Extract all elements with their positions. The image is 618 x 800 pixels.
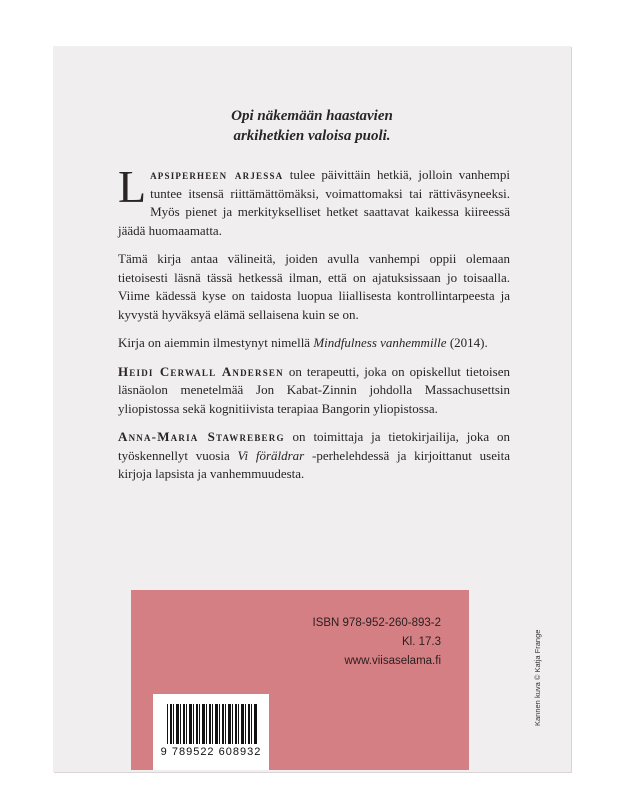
author-bio-2 bbox=[118, 428, 510, 484]
author-2-name: Anna-Maria Stawreberg bbox=[118, 429, 285, 444]
barcode-number: 9 789522 608932 bbox=[160, 746, 262, 758]
cover-photo-credit: Kannen kuva © Katja Frange bbox=[533, 629, 542, 726]
drop-cap: L bbox=[118, 161, 147, 212]
author-2-text-1: on toimittaja ja tietokirjailija, joka on työskennellyt vuosia bbox=[118, 429, 510, 463]
author-1-name: Heidi Cerwall Andersen bbox=[118, 363, 284, 379]
isbn-block bbox=[313, 614, 442, 671]
intro-text: tulee päivittäin hetkiä, jolloin vanhempi tuntee itsensä riittämättömäksi, voimattomaksi tai rättiväsyneeksi. Myös pienet ja merkitykselliset hetket saattavat kaikessa kiireessä jäädä huomaamatta. bbox=[118, 167, 510, 238]
publisher-website: www.viisaselama.fi bbox=[344, 655, 441, 667]
magazine-title: Vi föräldrar bbox=[237, 447, 305, 463]
blurb-text bbox=[118, 161, 510, 494]
barcode-bars bbox=[167, 704, 257, 744]
author-bio-1 bbox=[118, 363, 510, 419]
previous-edition-paragraph bbox=[118, 334, 510, 353]
description-paragraph: Tämä kirja antaa välineitä, joiden avulla vanhempi oppii olemaan tietoisesti läsnä tässä hetkessä ilman, että on ajatuksissaan jo toisaalla. Viime kädessä kyse on taidosta luopua liiallisesta kontrollintarpeesta ja kyvystä hyväksyä elämä sellaisena kuin se on. bbox=[118, 251, 510, 322]
author-2-text-2: -perhelehdessä ja kirjoittanut useita kirjoja lapsista ja vanhemmuudesta. bbox=[118, 447, 510, 481]
book-back-cover bbox=[53, 46, 571, 772]
tagline bbox=[53, 106, 571, 146]
author-1-text: on terapeutti, joka on opiskellut tietoisen läsnäolon menetelmää Jon Kabat-Zinnin johdolla Massachusettsin yliopistossa sekä kognitiivista terapiaa Bangorin yliopistossa. bbox=[118, 363, 510, 416]
intro-paragraph bbox=[118, 161, 510, 240]
previous-edition-title: Mindfulness vanhemmille bbox=[313, 335, 447, 350]
isbn: ISBN 978-952-260-893-2 bbox=[312, 617, 441, 629]
barcode bbox=[153, 694, 269, 770]
previous-edition-after: (2014). bbox=[446, 335, 488, 350]
previous-edition-before: Kirja on aiemmin ilmestynyt nimellä bbox=[118, 335, 314, 350]
classification: Kl. 17.3 bbox=[402, 636, 441, 648]
tagline-line-2: arkihetkien valoisa puoli. bbox=[233, 128, 391, 144]
tagline-line-1: Opi näkemään haastavien bbox=[231, 108, 393, 124]
intro-smallcaps: apsiperheen arjessa bbox=[150, 167, 284, 182]
